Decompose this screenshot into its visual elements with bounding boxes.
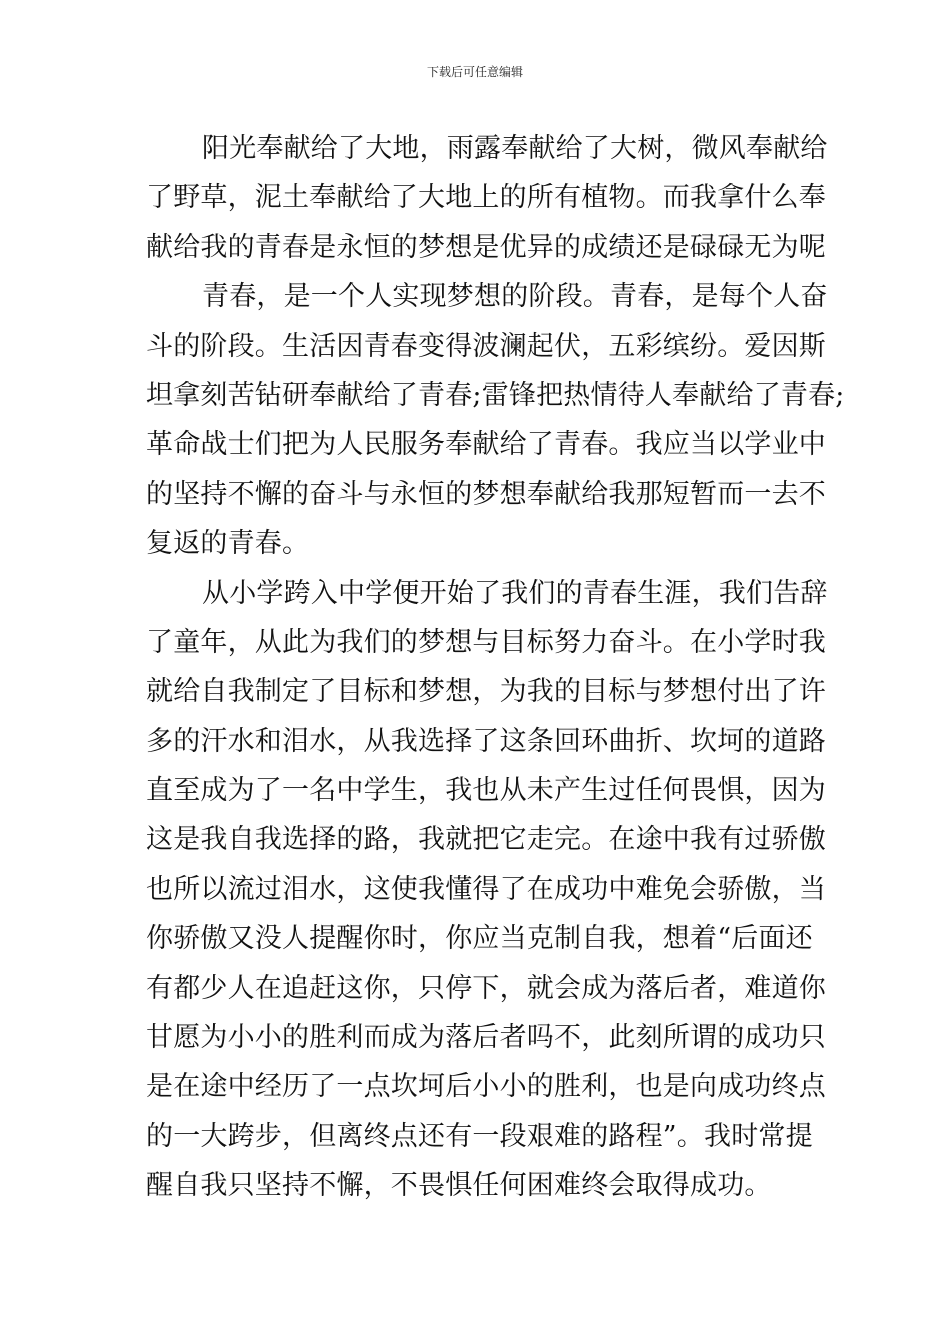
paragraph-2-line-2: 斗的阶段。生活因青春变得波澜起伏，五彩缤纷。爱因斯 [146, 330, 826, 362]
paragraph-3-line-4: 多的汗水和泪水，从我选择了这条回环曲折、坎坷的道路 [146, 725, 826, 757]
paragraph-3-line-8: 你骄傲又没人提醒你时，你应当克制自我，想着“后面还 [146, 923, 813, 955]
paragraph-2-line-1: 青春，是一个人实现梦想的阶段。青春，是每个人奋 [202, 281, 828, 313]
paragraph-2-line-4: 革命战士们把为人民服务奉献给了青春。我应当以学业中 [146, 429, 826, 461]
paragraph-3-line-13: 醒自我只坚持不懈，不畏惧任何困难终会取得成功。 [146, 1170, 772, 1202]
paragraph-3-line-9: 有都少人在追赶这你，只停下，就会成为落后者，难道你 [146, 972, 826, 1004]
paragraph-3-line-1: 从小学跨入中学便开始了我们的青春生涯，我们告辞 [202, 577, 828, 609]
document-body [146, 124, 845, 1211]
paragraph-2-line-3: 坦拿刻苦钻研奉献给了青春;雷锋把热情待人奉献给了青春; [146, 379, 845, 411]
page-header-note: 下载后可任意编辑 [426, 65, 523, 79]
paragraph-3-line-7: 也所以流过泪水，这使我懂得了在成功中难免会骄傲，当 [146, 873, 826, 905]
paragraph-3-line-5: 直至成为了一名中学生，我也从未产生过任何畏惧，因为 [146, 775, 826, 807]
paragraph-2-line-6: 复返的青春。 [146, 528, 310, 560]
paragraph-3-line-12: 的一大跨步，但离终点还有一段艰难的路程”。我时常提 [146, 1120, 813, 1152]
paragraph-3-line-10: 甘愿为小小的胜利而成为落后者吗不，此刻所谓的成功只 [146, 1022, 826, 1054]
paragraph-1-line-2: 了野草，泥土奉献给了大地上的所有植物。而我拿什么奉 [146, 182, 826, 214]
paragraph-1-line-3: 献给我的青春是永恒的梦想是优异的成绩还是碌碌无为呢 [146, 231, 826, 263]
paragraph-2-line-5: 的坚持不懈的奋斗与永恒的梦想奉献给我那短暂而一去不 [146, 478, 826, 510]
paragraph-1-line-1: 阳光奉献给了大地，雨露奉献给了大树，微风奉献给 [202, 133, 828, 164]
paragraph-3-line-11: 是在途中经历了一点坎坷后小小的胜利，也是向成功终点 [146, 1071, 826, 1103]
paragraph-3-line-2: 了童年，从此为我们的梦想与目标努力奋斗。在小学时我 [146, 626, 826, 658]
paragraph-3-line-6: 这是我自我选择的路，我就把它走完。在途中我有过骄傲 [146, 824, 826, 856]
paragraph-3-line-3: 就给自我制定了目标和梦想，为我的目标与梦想付出了许 [146, 676, 826, 708]
